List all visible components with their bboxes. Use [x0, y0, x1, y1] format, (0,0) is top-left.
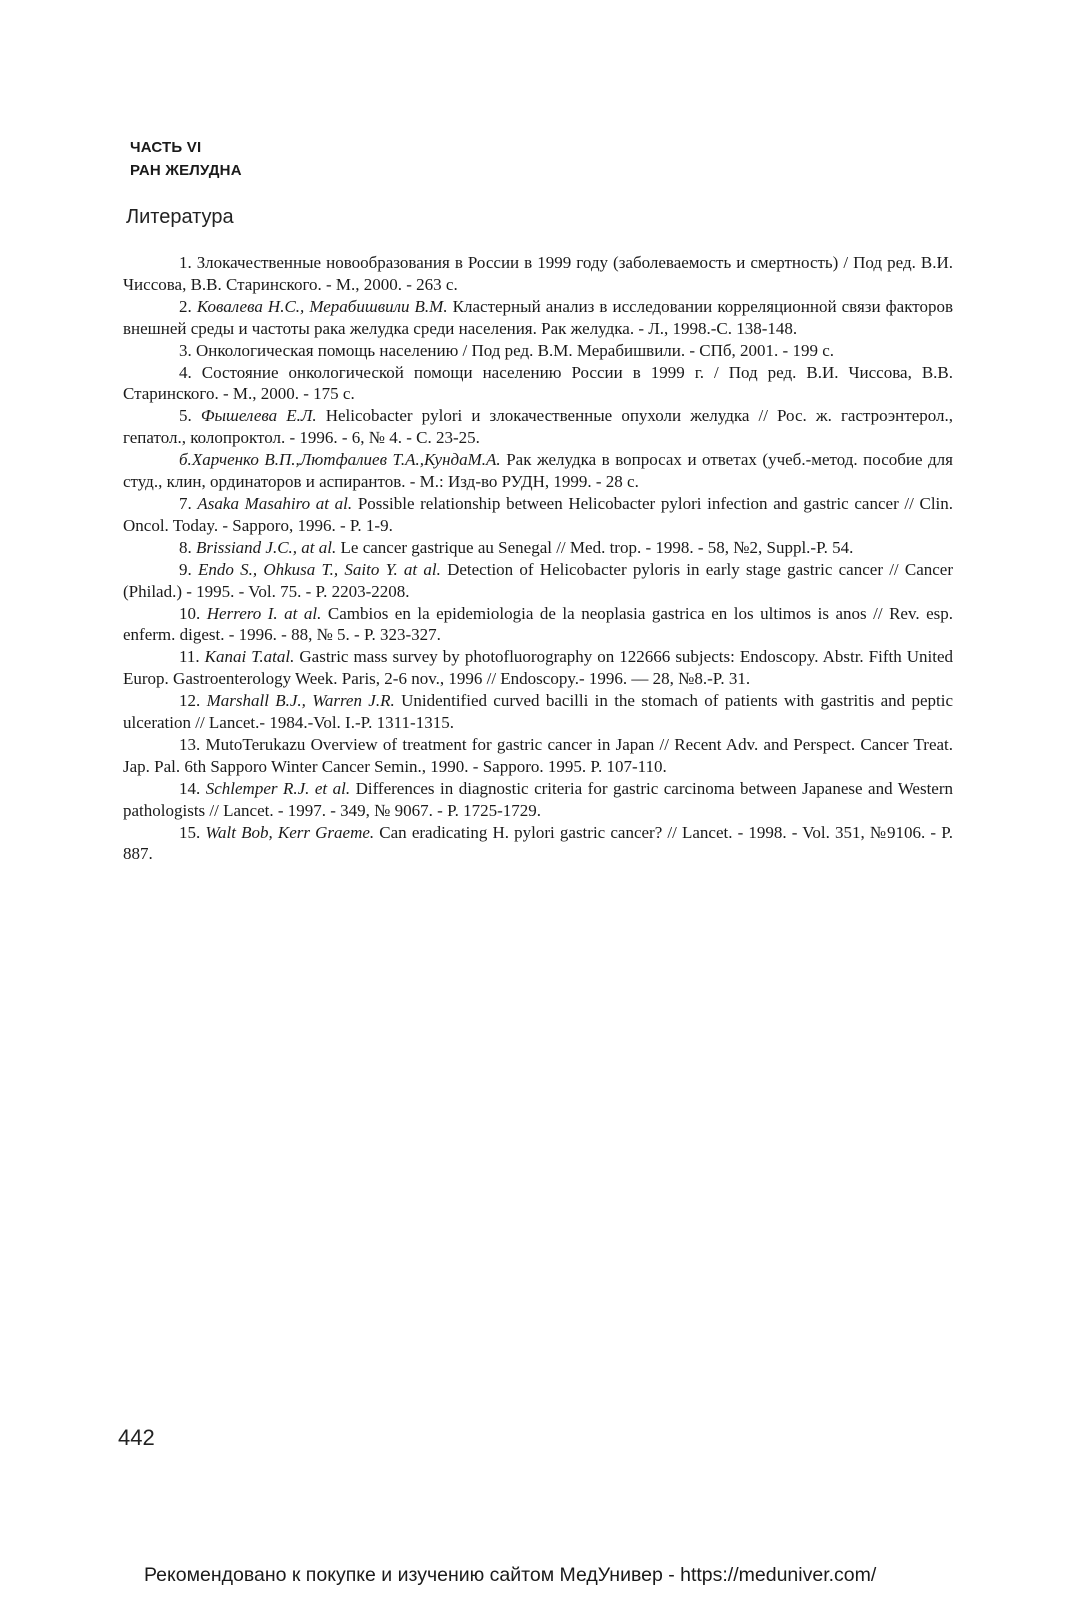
footer-recommendation: Рекомендовано к покупке и изучению сайтом МедУнивер - https://meduniver.com/ [144, 1564, 877, 1586]
reference-number: 10. [179, 603, 201, 623]
reference-text: Кластерный анализ в исследовании корреляционной связи факторов внешней среды и частоты рака желудка среди населения. Рак желудка. - Л., 1998.-С. 138-148. [123, 296, 953, 338]
reference-number: 14. [179, 778, 201, 798]
page-number: 442 [118, 1425, 155, 1450]
reference-number: 1. [179, 253, 192, 272]
reference-item [123, 822, 953, 866]
reference-text: Differences in diagnostic criteria for gastric carcinoma between Japanese and Western pathologists // Lancet. - 1997. - 349, № 9067. - P. 1725-1729. [123, 778, 954, 820]
reference-text: MutoTerukazu Overview of treatment for gastric cancer in Japan // Recent Adv. and Perspect. Cancer Treat. Jap. Pal. 6th Sapporo Winter Cancer Semin., 1990. - Sapporo. 1995. P. 107-110. [123, 734, 954, 776]
reference-author: Asaka Masahiro at al. [197, 493, 353, 513]
reference-number: 15. [179, 822, 201, 842]
reference-number: 3. [179, 340, 192, 360]
reference-item [123, 340, 953, 362]
reference-text: Онкологическая помощь населению / Под ред. В.М. Мерабишвили. - СПб, 2001. - 199 с. [196, 340, 835, 360]
reference-number: 11. [179, 647, 200, 667]
reference-text: Злокачественные новообразования в России в 1999 году (заболеваемость и смертность) / Под ред. В.И. Чиссова, В.В. Старинского. - М., 2000. - 263 с. [123, 253, 953, 294]
reference-author: Schlemper R.J. et al. [205, 778, 351, 798]
reference-author: Marshall B.J., Warren J.R. [206, 691, 395, 711]
reference-item [123, 734, 953, 778]
reference-number: 7. [179, 493, 192, 513]
reference-author: Endo S., Ohkusa T., Saito Y. at al. [197, 559, 441, 579]
reference-text: Helicobacter pylori и злокачественные опухоли желудка // Рос. ж. гастроэнтерол., гепатол., колопроктол. - 1996. - 6, № 4. - С. 23-25. [123, 406, 953, 448]
running-head-part: ЧАСТЬ VI [130, 139, 202, 156]
reference-item [123, 405, 953, 449]
reference-item [123, 559, 953, 603]
reference-number: б. [179, 450, 192, 470]
reference-number: 8. [179, 537, 192, 557]
reference-item [123, 296, 953, 340]
reference-number: 9. [179, 559, 192, 579]
reference-item [123, 493, 953, 537]
reference-text: Detection of Helicobacter pyloris in early stage gastric cancer // Cancer (Philad.) - 1995. - Vol. 75. - P. 2203-2208. [123, 559, 954, 601]
reference-item [123, 690, 953, 734]
reference-text: Gastric mass survey by photofluorography on 122666 subjects: Endoscopy. Abstr. Fifth United Europ. Gastroenterology Week. Paris, 2-6 nov., 1996 // Endoscopy.- 1996. — 28, №8.-P. 31. [123, 647, 954, 689]
reference-number: 5. [179, 406, 192, 426]
reference-number: 2. [179, 296, 192, 316]
reference-author: Herrero I. at al. [206, 603, 322, 623]
reference-text: Can eradicating H. pylori gastric cancer? // Lancet. - 1998. - Vol. 351, №9106. - P. 887. [123, 822, 954, 864]
reference-text: Le cancer gastrique au Senegal // Med. trop. - 1998. - 58, №2, Suppl.-P. 54. [340, 537, 854, 557]
section-heading: Литература [126, 206, 234, 228]
reference-text: Possible relationship between Helicobacter pylori infection and gastric cancer // Clin. Oncol. Today. - Sapporo, 1996. - P. 1-9. [123, 493, 954, 535]
reference-item [123, 449, 953, 493]
reference-author: Фышелева Е.Л. [200, 406, 317, 426]
reference-item [123, 603, 953, 647]
running-head [130, 136, 242, 182]
reference-number: 4. [179, 362, 192, 382]
reference-number: 13. [179, 734, 201, 754]
reference-author: Харченко В.П.,Лютфалиев Т.А.,КундаМ.А. [191, 450, 501, 470]
reference-text: Состояние онкологической помощи населению России в 1999 г. / Под ред. В.И. Чиссова, В.В. Старинского. - М., 2000. - 175 с. [123, 362, 954, 404]
reference-number: 12. [179, 691, 201, 711]
reference-item [123, 252, 953, 296]
reference-author: Kanai T.atal. [204, 647, 295, 667]
reference-item [123, 778, 953, 822]
reference-list [123, 252, 953, 865]
running-head-title: РАН ЖЕЛУДНА [130, 162, 242, 179]
reference-text: Рак желудка в вопросах и ответах (учеб.-метод. пособие для студ., клин, ординаторов и аспирантов. - М.: Изд-во РУДН, 1999. - 28 с. [123, 450, 953, 492]
reference-item [123, 646, 953, 690]
reference-text: Cambios en la epidemiologia de la neoplasia gastrica en los ultimos is anos // Rev. esp. enferm. digest. - 1996. - 88, № 5. - P. 323-327. [123, 603, 954, 645]
reference-author: Ковалева Н.С., Мерабишвили В.М. [196, 296, 448, 316]
reference-author: Brissiand J.C., at al. [196, 537, 337, 557]
reference-item [123, 362, 953, 406]
reference-author: Walt Bob, Kerr Graeme. [205, 822, 375, 842]
reference-item [123, 537, 953, 559]
reference-text: Unidentified curved bacilli in the stomach of patients with gastritis and peptic ulceration // Lancet.- 1984.-Vol. I.-P. 1311-1315. [123, 691, 954, 733]
